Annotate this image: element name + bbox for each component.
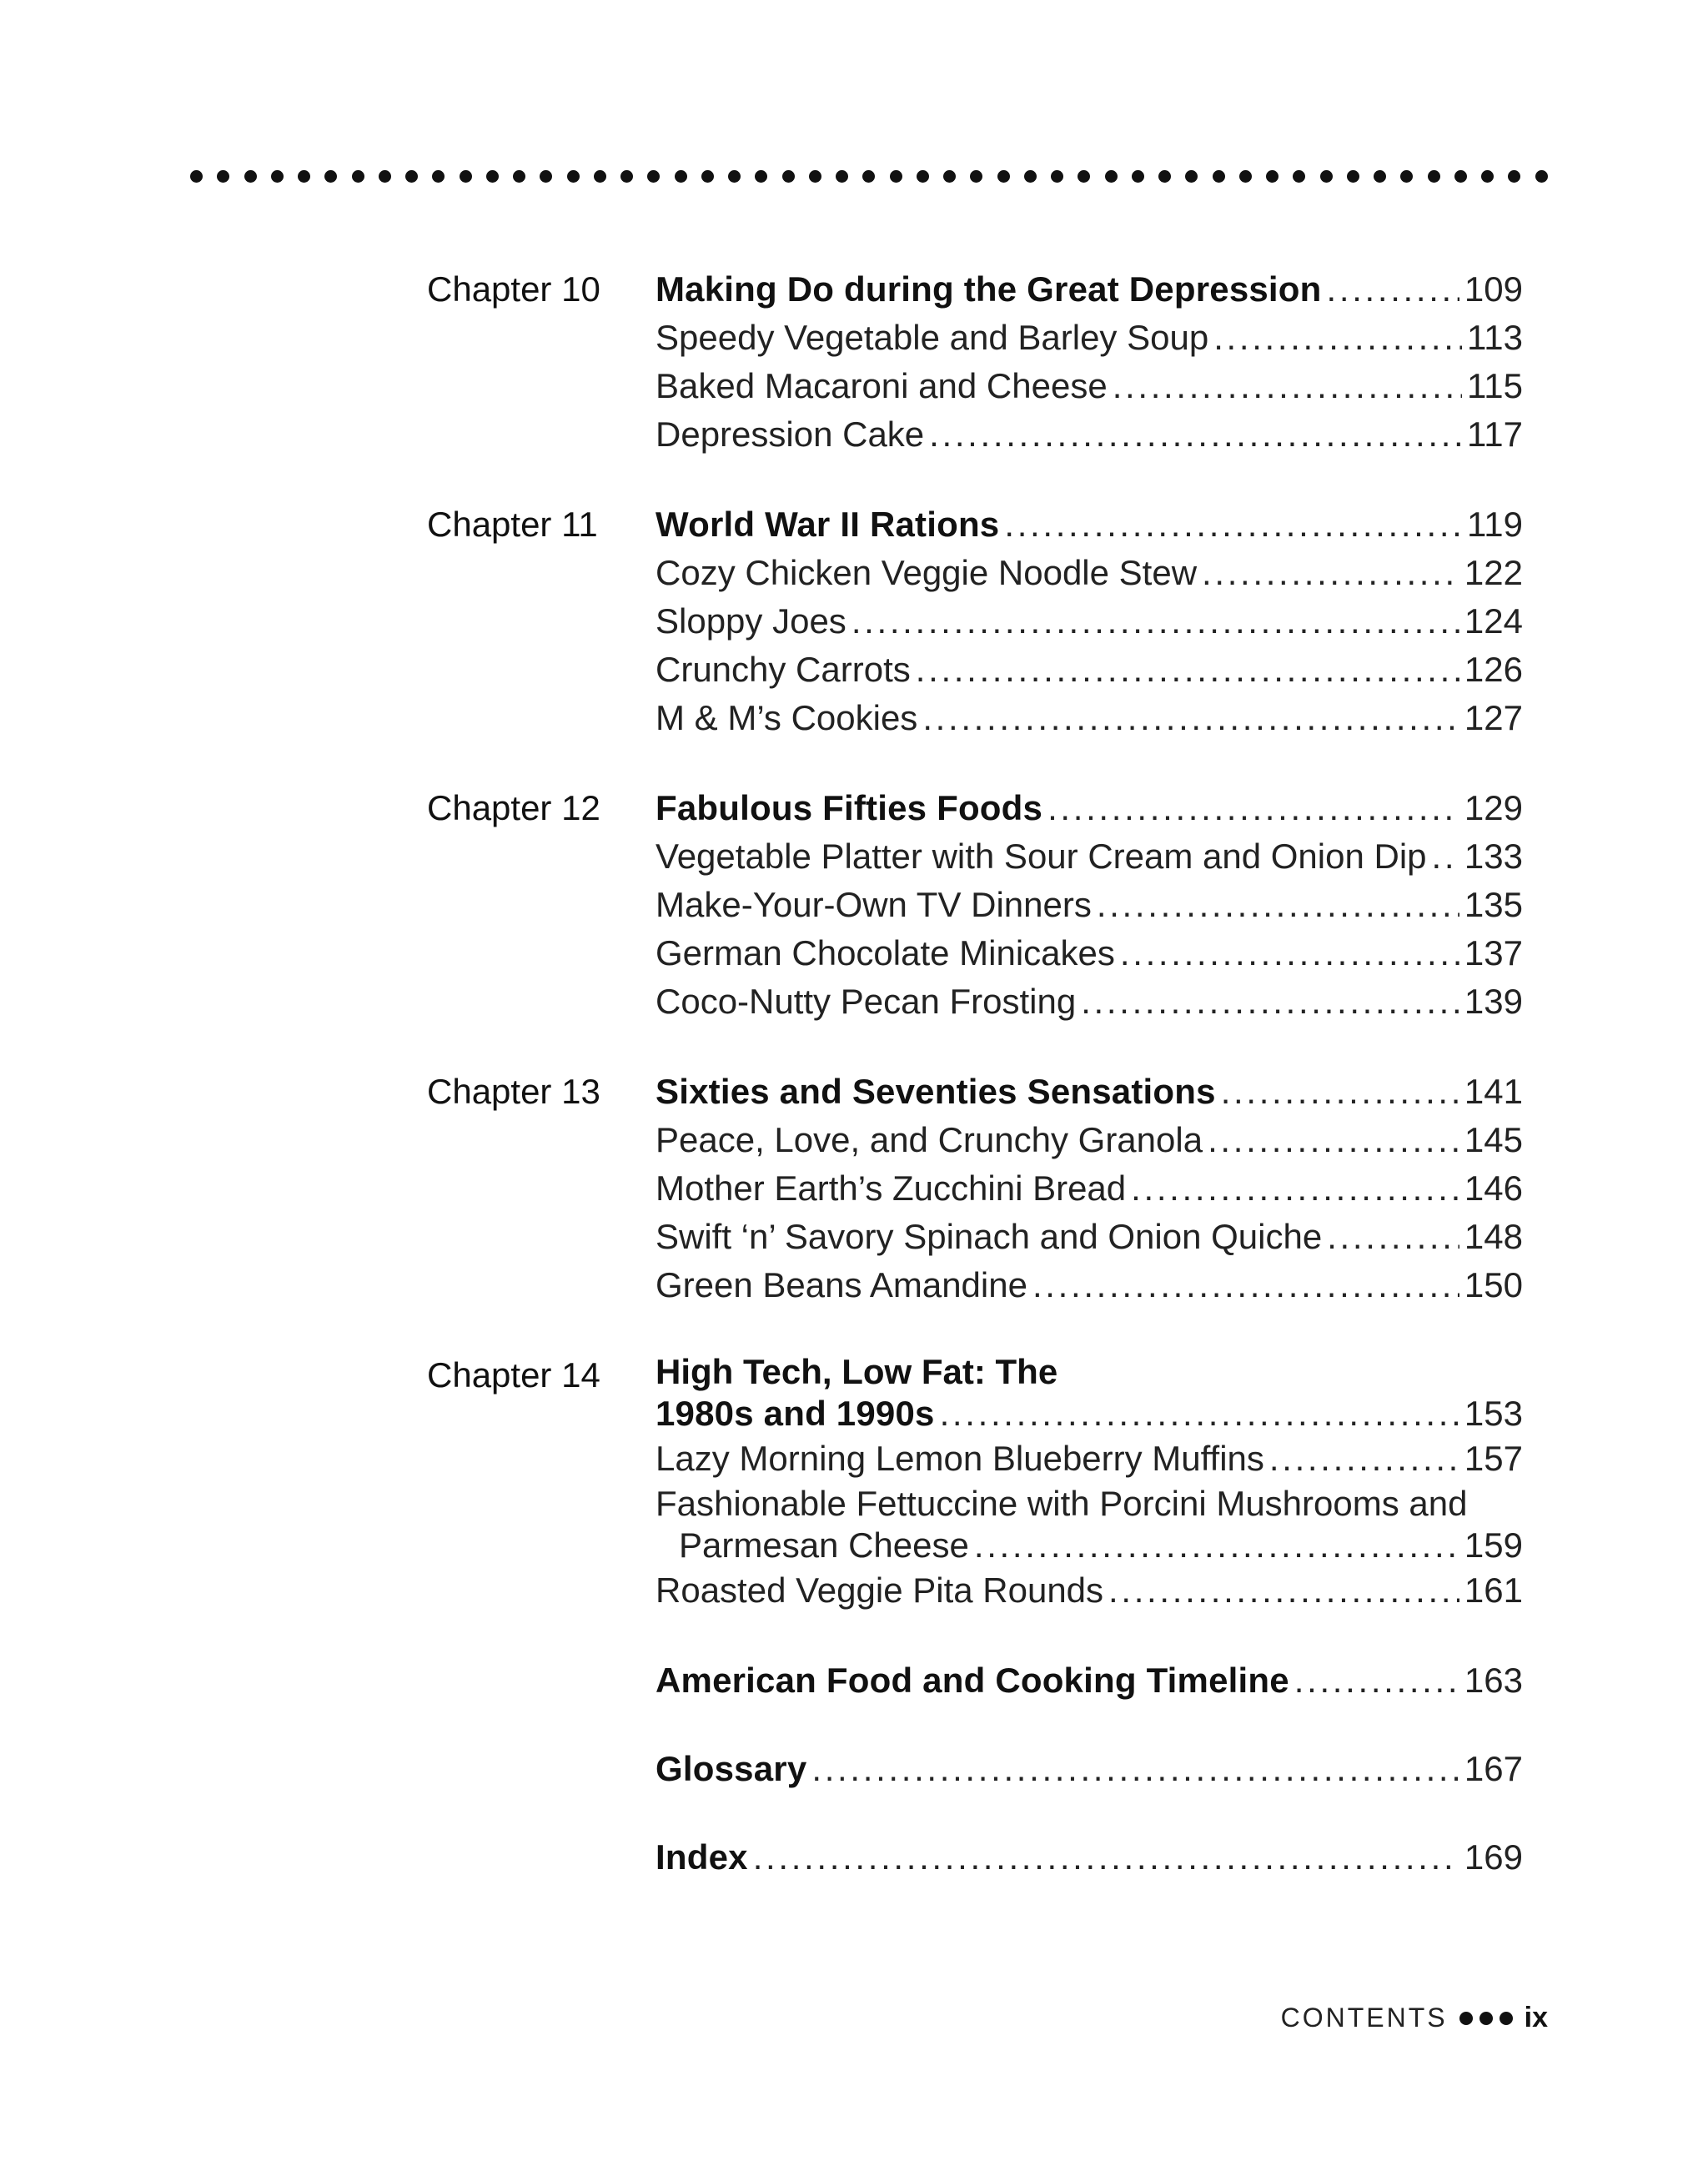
recipe-title: M & M’s Cookies xyxy=(656,698,918,737)
page-number: 126 xyxy=(1464,650,1523,689)
back-matter-title: Glossary xyxy=(656,1749,807,1788)
dot-leader xyxy=(1269,1435,1459,1483)
recipe-entry[interactable] xyxy=(656,1116,1523,1164)
recipe-entry[interactable] xyxy=(656,410,1523,459)
page-number: 135 xyxy=(1464,885,1523,924)
page-number: 115 xyxy=(1467,366,1523,405)
back-matter-entry[interactable] xyxy=(656,1656,1523,1705)
recipe-entry[interactable] xyxy=(656,832,1523,881)
chapter-14 xyxy=(0,1351,1708,1615)
recipe-title: Depression Cake xyxy=(656,415,925,454)
page-number: 119 xyxy=(1467,505,1523,544)
page-number: 127 xyxy=(1464,698,1523,737)
chapter-title: Fabulous Fifties Foods xyxy=(656,788,1043,827)
dot-leader xyxy=(1032,1261,1459,1309)
dot-leader xyxy=(1131,1164,1459,1213)
chapter-title-entry[interactable] xyxy=(656,500,1523,549)
page-number: 169 xyxy=(1464,1837,1523,1877)
dot-leader xyxy=(929,410,1462,459)
dot-leader xyxy=(916,646,1459,694)
recipe-entry[interactable] xyxy=(656,1525,1523,1566)
chapter-title-line-2: 1980s and 1990s xyxy=(656,1394,935,1433)
recipe-entry[interactable] xyxy=(656,881,1523,929)
page-number: 150 xyxy=(1464,1265,1523,1304)
recipe-entry[interactable] xyxy=(656,1435,1523,1483)
dot-leader xyxy=(1097,881,1459,929)
recipe-title-line-1[interactable]: Fashionable Fettuccine with Porcini Mushrooms and xyxy=(656,1484,1468,1523)
recipe-title: German Chocolate Minicakes xyxy=(656,933,1115,972)
page-number: 159 xyxy=(1464,1525,1523,1565)
dot-leader xyxy=(940,1393,1459,1435)
recipe-entry[interactable] xyxy=(656,549,1523,597)
chapter-title: Sixties and Seventies Sensations xyxy=(656,1072,1216,1111)
dot-leader xyxy=(1221,1068,1459,1116)
chapter-title-entry[interactable] xyxy=(656,784,1523,832)
dot-leader xyxy=(1432,832,1459,881)
recipe-entry[interactable] xyxy=(656,1261,1523,1309)
dot-leader xyxy=(1108,1566,1459,1615)
page-number: 117 xyxy=(1467,415,1523,454)
chapter-title-entry[interactable] xyxy=(656,1068,1523,1116)
chapter-11 xyxy=(0,500,1708,742)
recipe-title: Vegetable Platter with Sour Cream and Onion Dip xyxy=(656,837,1427,876)
dot-leader xyxy=(753,1833,1459,1882)
chapter-12 xyxy=(0,784,1708,1026)
chapter-label: Chapter 14 xyxy=(427,1355,600,1395)
dot-leader xyxy=(1120,929,1459,977)
page-number: 137 xyxy=(1464,933,1523,972)
dot-leader xyxy=(1004,500,1462,549)
chapter-10 xyxy=(0,265,1708,459)
recipe-title: Sloppy Joes xyxy=(656,601,846,641)
chapter-title: Making Do during the Great Depression xyxy=(656,269,1322,309)
back-matter-entry[interactable] xyxy=(656,1833,1523,1882)
recipe-title: Cozy Chicken Veggie Noodle Stew xyxy=(656,553,1198,592)
page-number: 161 xyxy=(1464,1570,1523,1610)
page-number: 146 xyxy=(1464,1168,1523,1208)
dot-leader xyxy=(1327,265,1459,314)
page-number: 153 xyxy=(1464,1394,1523,1433)
back-matter xyxy=(656,1656,1523,1882)
page-number: 163 xyxy=(1464,1661,1523,1700)
page-footer xyxy=(1281,2002,1548,2034)
chapter-title-entry[interactable] xyxy=(656,265,1523,314)
chapter-label: Chapter 10 xyxy=(427,269,600,309)
page-number: 167 xyxy=(1464,1749,1523,1788)
dot-leader xyxy=(974,1525,1459,1566)
dot-leader xyxy=(1202,549,1459,597)
page-number: 148 xyxy=(1464,1217,1523,1256)
recipe-entry[interactable] xyxy=(656,694,1523,742)
page-number: 157 xyxy=(1464,1439,1523,1478)
dot-leader xyxy=(1294,1656,1459,1705)
recipe-title: Coco-Nutty Pecan Frosting xyxy=(656,982,1077,1021)
recipe-entry[interactable] xyxy=(656,646,1523,694)
section-label: CONTENTS xyxy=(1280,2003,1448,2033)
footer-dots xyxy=(1459,2012,1513,2025)
recipe-entry[interactable] xyxy=(656,1164,1523,1213)
chapter-title: World War II Rations xyxy=(656,505,1000,544)
page-number: 133 xyxy=(1464,837,1523,876)
recipe-title: Green Beans Amandine xyxy=(656,1265,1027,1304)
back-matter-entry[interactable] xyxy=(656,1745,1523,1793)
recipe-entry[interactable] xyxy=(656,597,1523,646)
dot-leader xyxy=(922,694,1459,742)
recipe-title: Speedy Vegetable and Barley Soup xyxy=(656,318,1209,357)
recipe-title: Lazy Morning Lemon Blueberry Muffins xyxy=(656,1439,1264,1478)
chapter-title-entry[interactable] xyxy=(656,1393,1523,1435)
page-number: 129 xyxy=(1464,788,1523,827)
dot-leader xyxy=(1081,977,1459,1026)
recipe-entry[interactable] xyxy=(656,362,1523,410)
chapter-title-line-1[interactable]: High Tech, Low Fat: The xyxy=(656,1352,1058,1391)
page-number: 124 xyxy=(1464,601,1523,641)
recipe-entry[interactable] xyxy=(656,977,1523,1026)
dot-leader xyxy=(851,597,1459,646)
dot-leader xyxy=(1208,1116,1459,1164)
recipe-entry[interactable] xyxy=(656,1566,1523,1615)
recipe-entry[interactable] xyxy=(656,314,1523,362)
top-dotted-rule xyxy=(190,164,1548,188)
dot-leader xyxy=(1047,784,1459,832)
recipe-entry[interactable] xyxy=(656,929,1523,977)
chapter-label: Chapter 13 xyxy=(427,1072,600,1111)
page-number: 145 xyxy=(1464,1120,1523,1159)
recipe-title: Crunchy Carrots xyxy=(656,650,911,689)
recipe-title: Make-Your-Own TV Dinners xyxy=(656,885,1092,924)
dot-leader xyxy=(811,1745,1459,1793)
dot-leader xyxy=(1213,314,1462,362)
chapter-label: Chapter 11 xyxy=(427,505,598,544)
recipe-entry[interactable] xyxy=(656,1213,1523,1261)
dot-leader xyxy=(1113,362,1462,410)
page-number: 139 xyxy=(1464,982,1523,1021)
page-number: 141 xyxy=(1464,1072,1523,1111)
chapter-13 xyxy=(0,1068,1708,1309)
back-matter-title: American Food and Cooking Timeline xyxy=(656,1661,1289,1700)
dot-leader xyxy=(1327,1213,1459,1261)
recipe-title: Baked Macaroni and Cheese xyxy=(656,366,1108,405)
recipe-title: Mother Earth’s Zucchini Bread xyxy=(656,1168,1127,1208)
page-number: 113 xyxy=(1467,318,1523,357)
recipe-title-line-2: Parmesan Cheese xyxy=(679,1525,969,1565)
chapter-label: Chapter 12 xyxy=(427,788,600,827)
recipe-title: Roasted Veggie Pita Rounds xyxy=(656,1570,1104,1610)
page-number: 122 xyxy=(1464,553,1523,592)
page-number: 109 xyxy=(1464,269,1523,309)
table-of-contents xyxy=(0,265,1708,1922)
folio-page-number: ix xyxy=(1524,2002,1548,2033)
back-matter-title: Index xyxy=(656,1837,748,1877)
recipe-title: Swift ‘n’ Savory Spinach and Onion Quiche xyxy=(656,1217,1323,1256)
recipe-title: Peace, Love, and Crunchy Granola xyxy=(656,1120,1203,1159)
